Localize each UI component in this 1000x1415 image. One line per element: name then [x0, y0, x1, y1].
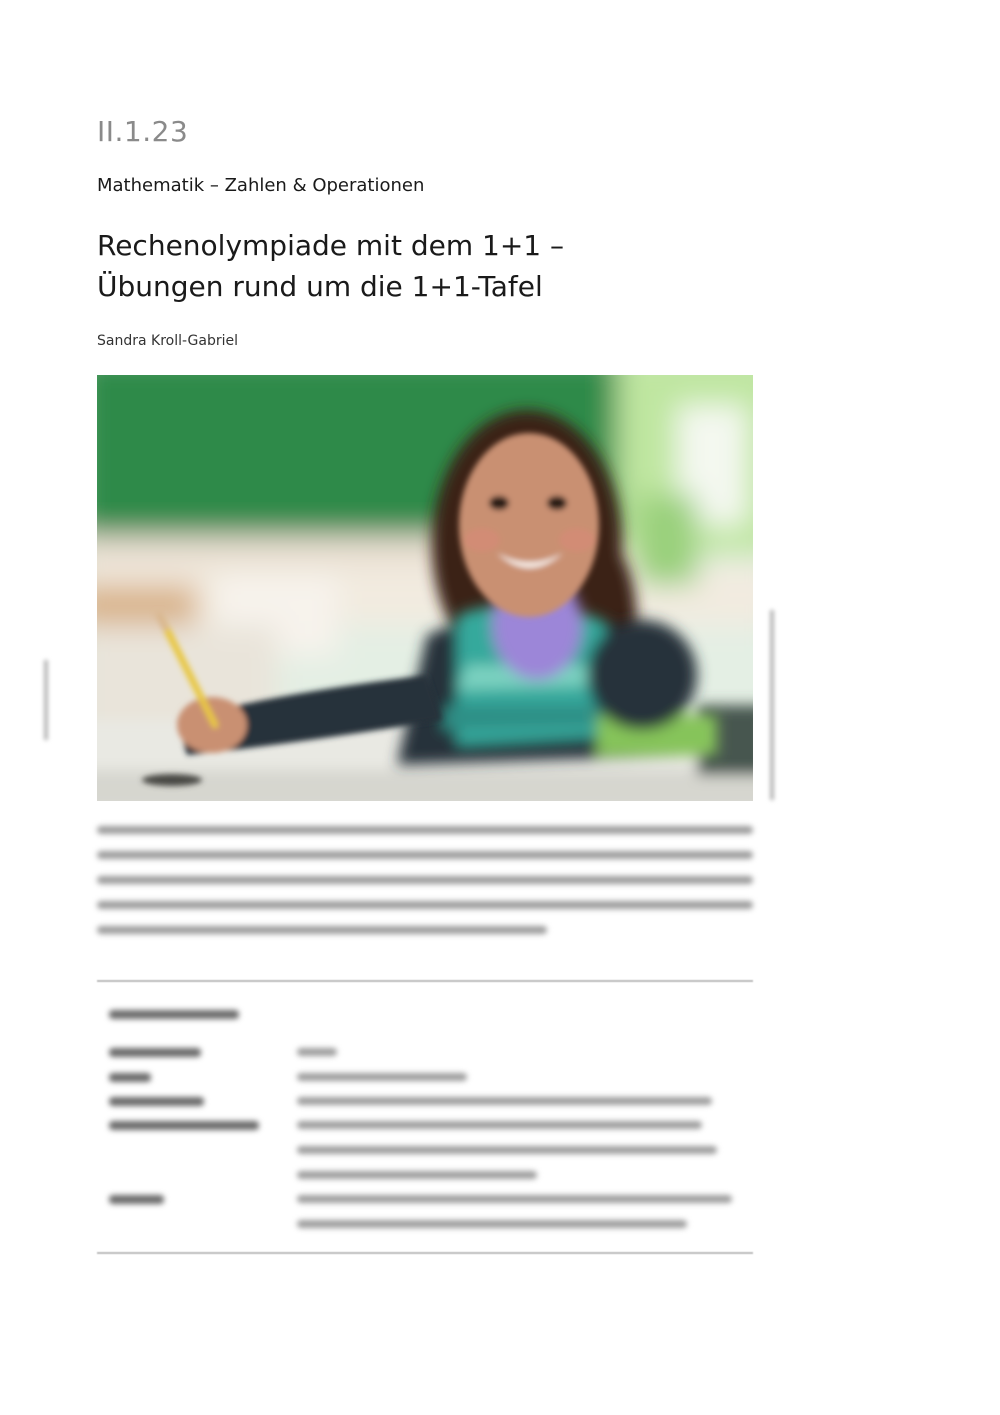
- title-line-2: Übungen rund um die 1+1-Tafel: [97, 270, 543, 303]
- intro-line: [97, 851, 753, 859]
- subject-line: Mathematik – Zahlen & Operationen: [97, 175, 425, 196]
- section-code: II.1.23: [97, 115, 189, 148]
- profile-key: [109, 1073, 151, 1082]
- profile-value: [297, 1195, 732, 1203]
- page-title: [97, 225, 564, 307]
- profile-key: [109, 1195, 164, 1204]
- intro-line: [97, 876, 753, 884]
- intro-paragraph: [97, 826, 753, 951]
- intro-line: [97, 826, 753, 834]
- profile-heading: [109, 1010, 239, 1019]
- cover-photo: [97, 375, 753, 801]
- competence-profile: [97, 1000, 753, 1240]
- profile-key: [109, 1121, 259, 1130]
- profile-value: [297, 1073, 467, 1081]
- profile-value: [297, 1121, 702, 1129]
- profile-value: [297, 1220, 687, 1228]
- intro-line: [97, 901, 753, 909]
- profile-key: [109, 1048, 201, 1057]
- divider-bottom: [97, 1252, 753, 1254]
- profile-value: [297, 1048, 337, 1056]
- title-line-1: Rechenolympiade mit dem 1+1 –: [97, 229, 565, 262]
- profile-value: [297, 1171, 537, 1179]
- side-copyright-note: [40, 660, 52, 740]
- author-name: Sandra Kroll-Gabriel: [97, 333, 239, 349]
- profile-value: [297, 1146, 717, 1154]
- photo-credit-note: [766, 610, 778, 800]
- profile-value: [297, 1097, 712, 1105]
- divider-top: [97, 980, 753, 982]
- intro-line: [97, 926, 547, 934]
- cover-photo-illustration: [97, 375, 753, 801]
- profile-key: [109, 1097, 204, 1106]
